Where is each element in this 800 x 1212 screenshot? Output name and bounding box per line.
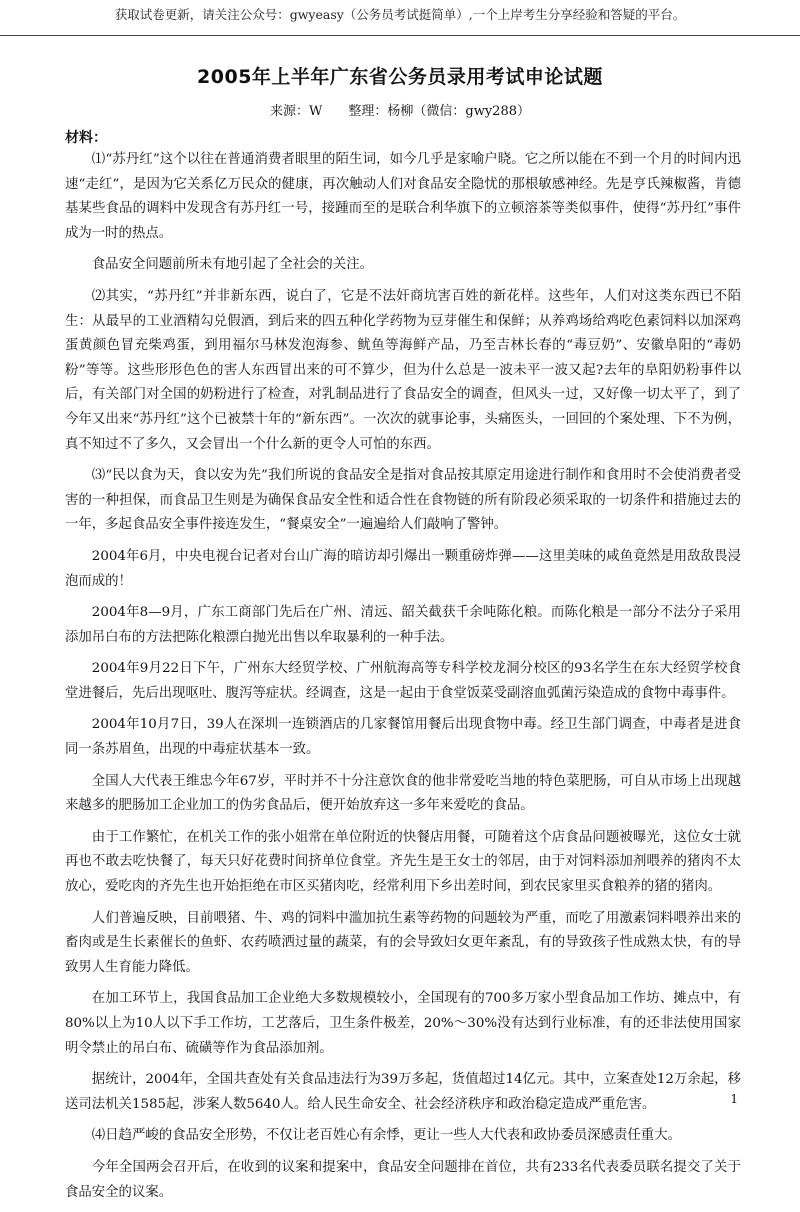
paragraph: 今年全国两会召开后，在收到的议案和提案中，食品安全问题排在首位，共有233名代表委员联名提交了关于食品安全的议案。	[65, 1159, 741, 1200]
page-number: 1	[730, 1092, 738, 1106]
paragraph: 全国人大代表王维忠今年67岁，平时并不十分注意饮食的他非常爱吃当地的特色菜肥肠，可自从市场上出现越来越多的肥肠加工企业加工的伪劣食品后，便开始放弃这一多年来爱吃的食品。	[65, 773, 741, 814]
paragraph: ⑶“民以食为天，食以安为先”我们所说的食品安全是指对食品按其原定用途进行制作和食用时不会使消费者受害的一种担保，而食品卫生则是为确保食品安全性和适合性在食物链的所有阶段必须采取的一切条件和措施过去的一年，多起食品安全事件接连发生，“餐桌安全”一遍遍给人们敲响了警钟。	[65, 468, 741, 533]
paragraph: ⑴“苏丹红”这个以往在普通消费者眼里的陌生词，如今几乎是家喻户晓。它之所以能在不到一个月的时间内迅速“走红”，是因为它关系亿万民众的健康，再次触动人们对食品安全隐忧的那根敏感神经。先是亨氏辣椒酱，肯德基某些食品的调料中发现含有苏丹红一号，接踵而至的是联合利华旗下的立顿溶茶等类似事件，使得“苏丹红”事件成为一时的热点。	[65, 152, 741, 241]
header-notice-bar	[0, 0, 800, 36]
header-notice-text: 获取试卷更新，请关注公众号：gwyeasy（公务员考试挺简单）,一个上岸考生分享经验和答疑的平台。	[114, 7, 686, 22]
paragraph: 由于工作繁忙，在机关工作的张小姐常在单位附近的快餐店用餐，可随着这个店食品问题被曝光，这位女士就再也不敢去吃快餐了，每天只好花费时间挤单位食堂。齐先生是王女士的邻居，由于对饲料添加剂喂养的猪肉不太放心，爱吃肉的齐先生也开始拒绝在市区买猪肉吃，经常利用下乡出差时间，到农民家里买食粮养的猪的猪肉。	[65, 829, 741, 895]
source-line: 来源：W 整理：杨柳（微信：gwy288）	[270, 104, 530, 119]
paragraph: 食品安全问题前所未有地引起了全社会的关注。	[91, 257, 373, 273]
paragraph: ⑷日趋严峻的食品安全形势，不仅让老百姓心有余悸，更让一些人大代表和政协委员深感责任重大。	[91, 1128, 681, 1144]
paragraph: 2004年9月22日下午，广州东大经贸学校、广州航海高等专科学校龙洞分校区的93名学生在东大经贸学校食堂进餐后，先后出现呕吐、腹泻等症状。经调查，这是一起由于食堂饭菜受副溶血弧菌污染造成的食物中毒事件。	[65, 661, 741, 701]
paragraph: 据统计，2004年，全国共查处有关食品违法行为39万多起，货值超过14亿元。其中，立案查处12万余起，移送司法机关1585起，涉案人数5640人。给人民生命安全、社会经济秩序和政治稳定造成严重危害。	[65, 1072, 741, 1112]
paragraph: 在加工环节上，我国食品加工企业绝大多数规模较小，全国现有的700多万家小型食品加工作坊、摊点中，有80%以上为10人以下手工作坊，工艺落后，卫生条件极差，20%～30%没有达到行业标准，有的还非法使用国家明令禁止的吊白布、硫磺等作为食品添加剂。	[65, 991, 741, 1056]
document-title: 2005年上半年广东省公务员录用考试申论试题	[197, 66, 603, 88]
paragraph: 人们普遍反映，目前喂猪、牛、鸡的饲料中滥加抗生素等药物的问题较为严重，而吃了用激素饲料喂养出来的畜肉或是生长素催长的鱼虾、农药喷洒过量的蔬菜，有的会导致妇女更年紊乱，有的导致孩子性成熟太快，有的导致男人生育能力降低。	[65, 910, 741, 975]
paragraph: 2004年10月7日，39人在深圳一连锁酒店的几家餐馆用餐后出现食物中毒。经卫生部门调查，中毒者是进食同一条苏眉鱼，出现的中毒症状基本一致。	[65, 717, 741, 758]
paragraph: ⑵其实，“苏丹红”并非新东西，说白了，它是不法奸商坑害百姓的新花样。这些年，人们对这类东西已不陌生：从最早的工业酒精勾兑假酒，到后来的四五种化学药物为豆芽催生和保鲜；从养鸡场给鸡吃色素饲料以加深鸡蛋黄颜色冒充柴鸡蛋，到用福尔马林发泡海参、鱿鱼等海鲜产品，乃至吉林长春的“毒豆奶”、安徽阜阳的“毒奶粉”等等。这些形形色色的害人东西冒出来的可不算少，但为什么总是一波未平一波又起?去年的阜阳奶粉事件以后，有关部门对全国的奶粉进行了检查，对乳制品进行了食品安全的调查，但风头一过，又好像一切太平了，到了今年又出来“苏丹红”这个已被禁十年的“新东西”。一次次的就事论事，头痛医头，一回回的个案处理、下不为例，真不知过不了多久，又会冒出一个什么新的更令人可怕的东西。	[65, 288, 741, 452]
paragraph: 2004年6月，中央电视台记者对台山广海的暗访却引爆出一颗重磅炸弹——这里美味的咸鱼竟然是用敌敌畏浸泡而成的！	[65, 548, 741, 589]
materials-content	[65, 148, 741, 1212]
section-label-materials: 材料：	[65, 130, 107, 146]
paragraph: 2004年8—9月，广东工商部门先后在广州、清远、韶关截获千余吨陈化粮。而陈化粮是一部分不法分子采用添加吊白布的方法把陈化粮漂白抛光出售以牟取暴利的一种手法。	[65, 605, 741, 645]
